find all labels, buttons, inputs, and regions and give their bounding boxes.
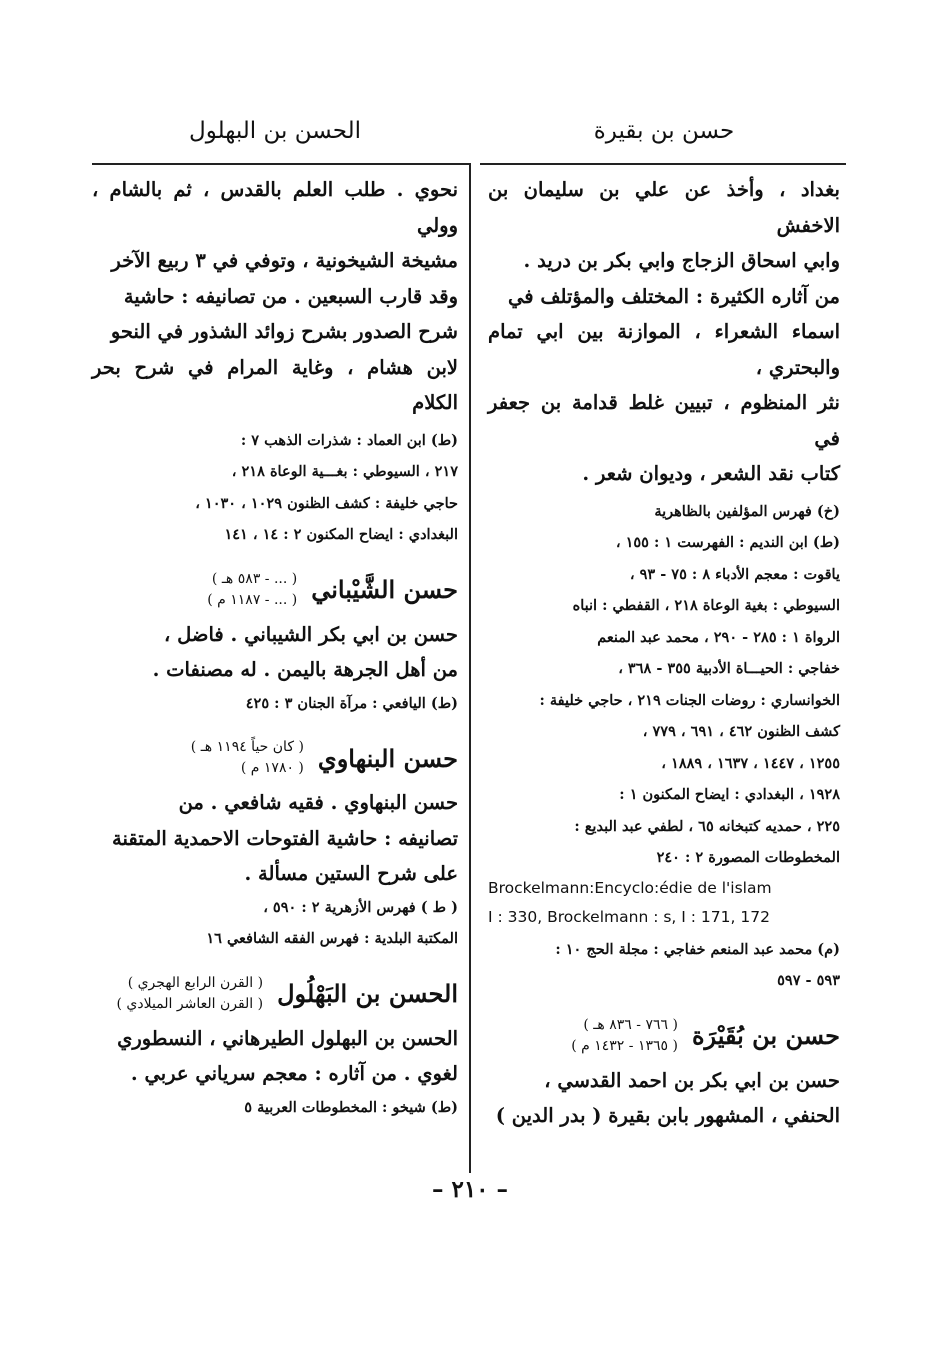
text-line: حسن بن ابي بكر الشيباني . فاضل ، [164,622,458,646]
dates-gregorian: ( ... - ١١٨٧ م ) [207,591,298,608]
reference-line: الرواة ١ : ٢٨٥ - ٢٩٠ ، محمد عبد المنعم [597,628,840,646]
reference-line: حاجي خليفة : كشف الظنون ١٠٢٩ ، ١٠٣٠ ، [195,494,458,512]
text-line: لابن هشام ، وغاية المرام في شرح بحر الكلام [92,355,458,414]
entry-dates [571,1015,678,1057]
right-column [488,172,840,1134]
reference-line: البغدادي : ايضاح المكنون ٢ : ١٤ ، ١٤١ [224,526,458,543]
text-line: وقد قارب السبعين . من تصانيفه : حاشية [123,284,458,308]
reference-line: ٢١٧ ، السيوطي : بغـــية الوعاة ٢١٨ ، [231,463,458,480]
reference-line: الخوانساري : روضات الجنات ٢١٩ ، حاجي خليفة : [539,691,840,709]
reference-line: المخطوطات المصورة ٢ : ٢٤٠ [656,849,840,866]
text-line: نحوي . طلب العلم بالقدس ، ثم بالشام ، وولي [92,178,458,237]
text-line: كتاب نقد الشعر ، وديوان شعر . [582,462,840,485]
entry-name: الحسن بن البَهْلُول [277,979,458,1008]
text-line: حسن بن ابي بكر بن احمد القدسي ، [544,1068,840,1092]
entry-dates [191,737,304,779]
entry-name: حسن بن بُقَيْرَة [691,1021,840,1050]
dates-gregorian: ( القرن العاشر الميلادي ) [116,995,264,1012]
reference-line: ١٩٢٨ ، البغدادي : ايضاح المكنون ١ : [619,786,840,803]
entry-name: حسن الشَّيْباني [311,575,458,604]
dates-hijri: ( كان حياً ١١٩٤ هـ ) [190,739,304,755]
reference-line: ( ط ) فهرس الأزهرية ٢ : ٥٩٠ ، [263,898,458,916]
dates-hijri: ( ... - ٥٨٣ هـ ) [211,570,298,587]
reference-line: ٥٩٣ - ٥٩٧ [777,972,840,989]
reference-line: (ط) ابن العماد : شذرات الذهب ٧ : [240,431,458,449]
reference-line: (ط) شيخو : المخطوطات العربية ٥ [244,1098,458,1116]
left-header-rule [92,163,469,165]
reference-line: خفاجي : الحيـــاة الأدبية ٣٥٥ - ٣٦٨ ، [618,660,840,677]
text-line: الحنفي ، المشهور بابن بقيرة ( بدر الدين ) [495,1104,840,1127]
entry-heading [92,737,458,779]
left-column [92,172,458,1123]
dates-gregorian: ( ١٧٨٠ م ) [240,760,304,776]
right-column-title: حسن بن بقيرة [593,118,735,144]
entry-heading [488,1015,840,1057]
entry-heading [92,973,458,1015]
dates-gregorian: ( ١٣٦٥ - ١٤٣٢ م ) [571,1037,678,1054]
text-line: لغوي . من آثاره : معجم سرياني عربي . [130,1062,458,1085]
reference-line: السيوطي : بغية الوعاة ٢١٨ ، القفطي : انباه [572,597,840,614]
text-line: تصانيفه : حاشية الفتوحات الاحمدية المتقنة [112,826,458,850]
page-number: – ٢١٠ – [431,1176,509,1203]
text-line: من آثاره الكثيرة : المختلف والمؤتلف في [507,284,840,308]
text-line: حسن البنهاوي . فقيه شافعي . من [178,791,458,814]
latin-reference-line: I : 330, Brockelmann : s, I : 171, 172 [488,907,770,926]
dates-hijri: ( ٧٦٦ - ٨٣٦ هـ ) [583,1016,678,1033]
text-line: الحسن بن البهلول الطيرهاني ، النسطوري [117,1026,458,1050]
dates-hijri: ( القرن الرابع الهجري ) [127,974,264,991]
entry-dates [116,973,263,1015]
reference-line: ياقوت : معجم الأدباء ٨ : ٧٥ - ٩٣ ، [629,565,840,583]
text-line: وابي اسحاق الزجاج وابي بكر بن دريد . [523,249,840,272]
text-line: اسماء الشعراء ، الموازنة بين ابي تمام والبحتري ، [488,320,840,379]
entry-name: حسن البنهاوي [317,743,458,773]
column-divider [469,163,471,1173]
reference-line: ٢٢٥ ، حمديه كتبخانه ٦٥ ، لطفي عبد البديع : [574,817,840,835]
entry-heading [92,569,458,611]
reference-line: ١٢٥٥ ، ١٤٤٧ ، ١٦٣٧ ، ١٨٨٩ ، [661,754,840,772]
reference-line: (ط) اليافعي : مرآة الجنان ٣ : ٤٢٥ [245,694,458,712]
latin-reference-line: Brockelmann:Encyclo:édie de l'islam [488,878,772,897]
entry-dates [207,569,297,611]
reference-line: كشف الظنون ٤٦٢ ، ٦٩١ ، ٧٧٩ ، [642,723,840,740]
text-line: نثر المنظوم ، تبيين غلط قدامة بن جعفر في [488,391,840,450]
left-column-title: الحسن بن البهلول [189,118,361,144]
reference-line: (خ) فهرس المؤلفين بالظاهرية [654,502,840,520]
right-header-rule [480,163,846,165]
text-line: مشيخة الشيخونية ، وتوفي في ٣ ربيع الآخر [111,249,458,272]
reference-line: (م) محمد عبد المنعم خفاجي : مجلة الحج ١٠ : [555,940,840,958]
reference-line: (ط) ابن النديم : الفهرست ١ : ١٥٥ ، [615,534,840,551]
text-line: بغداد ، وأخذ عن علي بن سليمان بن الاخفش [488,178,840,237]
text-line: شرح الصدور بشرح زوائد الشذور في النحو [110,320,458,343]
text-line: من أهل الجرهة باليمن . له مصنفات . [152,658,458,681]
reference-line: المكتبة البلدية : فهرس الفقه الشافعي ١٦ [206,930,458,947]
text-line: على شرح الستين مسألة . [244,862,458,885]
